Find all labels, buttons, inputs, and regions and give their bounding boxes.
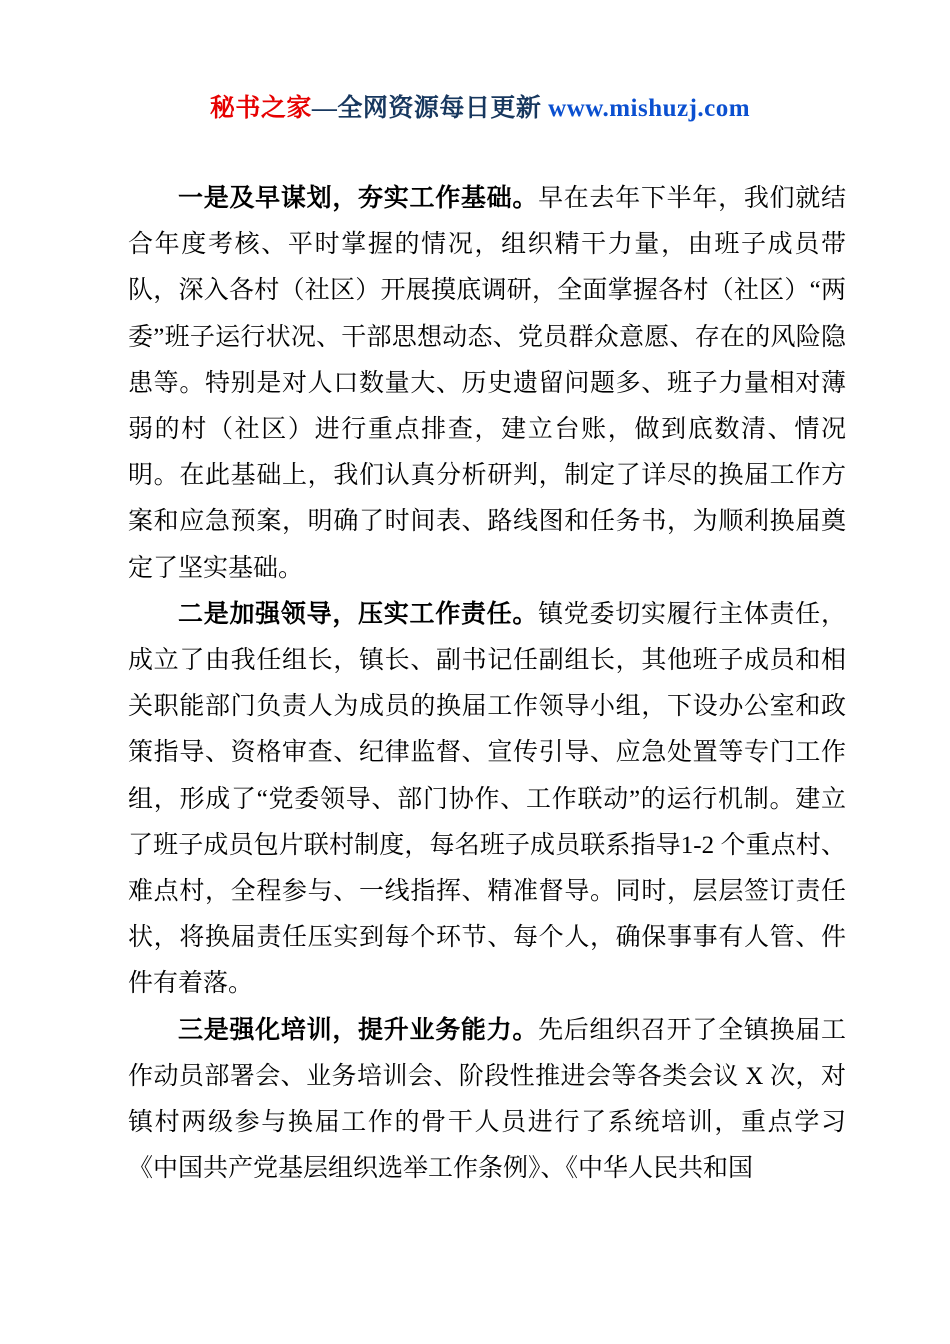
site-header: [114, 88, 846, 124]
paragraph-3-text: 先后组织召开了全镇换届工作动员部署会、业务培训会、阶段性推进会等各类会议 X 次，对镇村两级参与换届工作的骨干人员进行了系统培训，重点学习《中国共产党基层组织选举工作条例》、《中华人民共和国: [128, 1016, 846, 1183]
paragraph-2: [128, 592, 846, 1008]
brand-name: 秘书之家: [209, 95, 312, 122]
document-body: [128, 176, 846, 1192]
paragraph-3: [128, 1008, 846, 1193]
paragraph-1-text: 早在去年下半年，我们就结合年度考核、平时掌握的情况，组织精干力量，由班子成员带队，深入各村（社区）开展摸底调研，全面掌握各村（社区）“两委”班子运行状况、干部思想动态、党员群众意愿、存在的风险隐患等。特别是对人口数量大、历史遗留问题多、班子力量相对薄弱的村（社区）进行重点排查，建立台账，做到底数清、情况明。在此基础上，我们认真分析研判，制定了详尽的换届工作方案和应急预案，明确了时间表、路线图和任务书，为顺利换届奠定了坚实基础。: [128, 185, 846, 582]
site-url-link[interactable]: www.mishuzj.com: [548, 95, 751, 122]
paragraph-3-lead: 三是强化培训，提升业务能力。: [178, 1016, 539, 1044]
header-tagline: —全网资源每日更新: [311, 95, 549, 122]
paragraph-2-lead: 二是加强领导，压实工作责任。: [178, 600, 539, 628]
paragraph-1-lead: 一是及早谋划，夯实工作基础。: [178, 185, 539, 212]
paragraph-1: [128, 176, 846, 592]
paragraph-2-text: 镇党委切实履行主体责任，成立了由我任组长，镇长、副书记任副组长，其他班子成员和相关职能部门负责人为成员的换届工作领导小组，下设办公室和政策指导、资格审查、纪律监督、宣传引导、应急处置等专门工作组，形成了“党委领导、部门协作、工作联动”的运行机制。建立了班子成员包片联村制度，每名班子成员联系指导1-2 个重点村、难点村，全程参与、一线指挥、精准督导。同时，层层签订责任状，将换届责任压实到每个环节、每个人，确保事事有人管、件件有着落。: [128, 600, 846, 998]
